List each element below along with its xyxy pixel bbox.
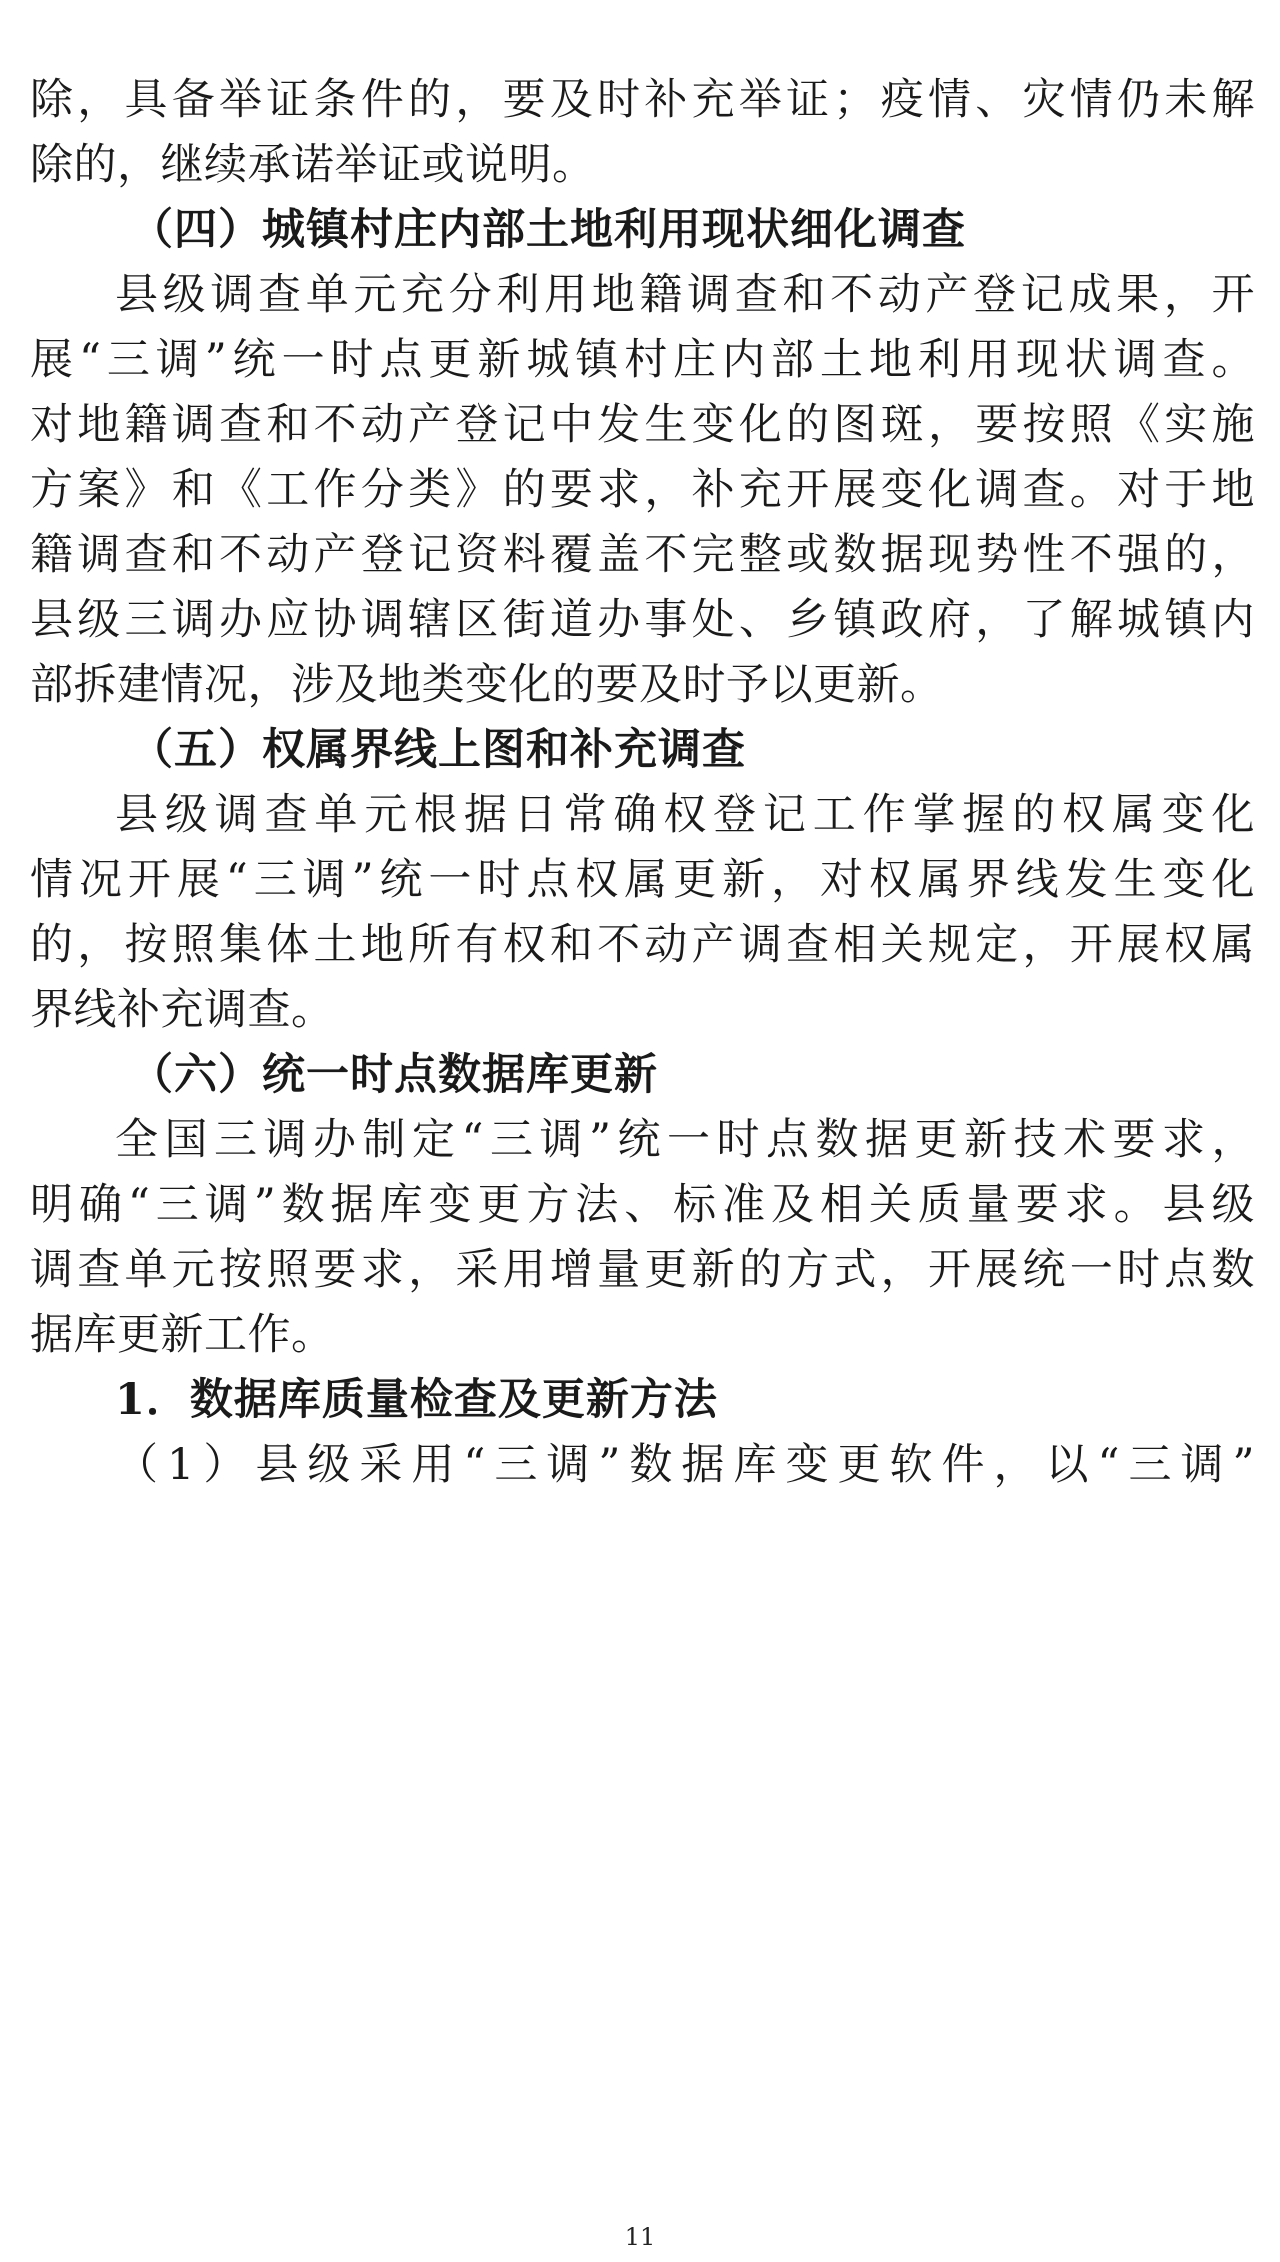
body-line-7: 方案》和《工作分类》的要求，补充开展变化调查。对于地 [30, 465, 1255, 515]
body-line-10: 部拆建情况，涉及地类变化的要及时予以更新。 [30, 660, 944, 710]
body-line-6: 对地籍调查和不动产登记中发生变化的图斑，要按照《实施 [30, 400, 1255, 450]
section-heading-4: （四）城镇村庄内部土地利用现状细化调查 [130, 205, 966, 255]
body-line-14: 的，按照集体土地所有权和不动产调查相关规定，开展权属 [30, 920, 1255, 970]
body-line-19: 调查单元按照要求，采用增量更新的方式，开展统一时点数 [30, 1245, 1255, 1295]
body-line-22: （1）县级采用“三调”数据库变更软件，以“三调” [115, 1440, 1255, 1490]
body-line-18: 明确“三调”数据库变更方法、标准及相关质量要求。县级 [30, 1180, 1255, 1230]
section-heading-5: （五）权属界线上图和补充调查 [130, 725, 746, 775]
body-line-2: 除的，继续承诺举证或说明。 [30, 140, 596, 190]
page-number: 11 [624, 2223, 656, 2251]
body-line-5: 展“三调”统一时点更新城镇村庄内部土地利用现状调查。 [30, 335, 1255, 385]
body-line-15: 界线补充调查。 [30, 985, 335, 1035]
body-line-20: 据库更新工作。 [30, 1310, 335, 1360]
subsection-heading-1: 1．数据库质量检查及更新方法 [115, 1375, 718, 1425]
body-line-13: 情况开展“三调”统一时点权属更新，对权属界线发生变化 [30, 855, 1255, 905]
body-line-12: 县级调查单元根据日常确权登记工作掌握的权属变化 [115, 790, 1255, 840]
section-heading-6: （六）统一时点数据库更新 [130, 1050, 658, 1100]
body-line-1: 除，具备举证条件的，要及时补充举证；疫情、灾情仍未解 [30, 75, 1255, 125]
body-line-8: 籍调查和不动产登记资料覆盖不完整或数据现势性不强的， [30, 530, 1255, 580]
body-line-4: 县级调查单元充分利用地籍调查和不动产登记成果，开 [115, 270, 1255, 320]
body-line-17: 全国三调办制定“三调”统一时点数据更新技术要求， [115, 1115, 1255, 1165]
body-line-9: 县级三调办应协调辖区街道办事处、乡镇政府，了解城镇内 [30, 595, 1255, 645]
